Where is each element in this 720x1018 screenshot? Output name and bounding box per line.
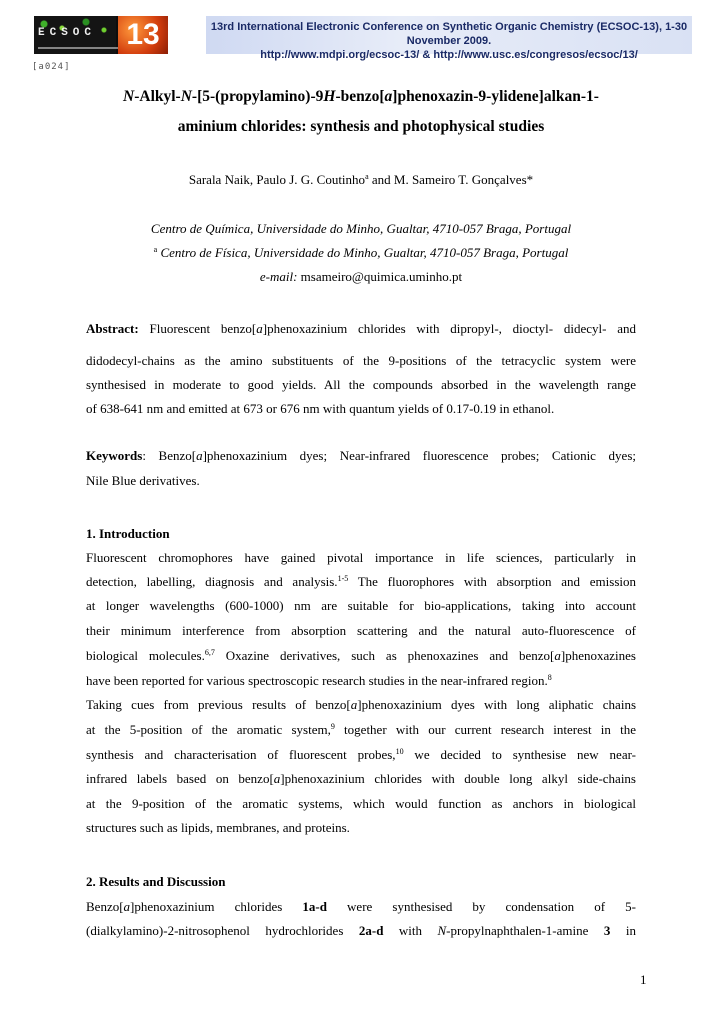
body-line: biological molecules.$^{6,7}$ Oxazine derivatives, such as phenoxazines and benzo[a]phenoxazines: [86, 648, 636, 663]
body-line: at the 5-position of the aromatic system,$^9$ together with our current research interest in the: [86, 722, 636, 737]
abstract-line: synthesised in moderate to good yields. All the compounds absorbed in the wavelength range: [86, 377, 636, 392]
abstract-line: didodecyl-chains as the amino substituents of the 9-positions of the tetracyclic system were: [86, 353, 636, 368]
logo-text: ECSOC: [38, 27, 97, 39]
body-line: synthesis and characterisation of fluorescent probes,$^{10}$ we decided to synthesise new near-: [86, 747, 636, 762]
body-line: detection, labelling, diagnosis and analysis.$^{1-5}$ The fluorophores with absorption and emission: [86, 574, 636, 589]
conference-info: [206, 16, 692, 61]
contact-email: e-mail: msameiro@quimica.uminho.pt: [259, 269, 463, 284]
section-heading: 1. Introduction: [86, 526, 170, 541]
body-line: Taking cues from previous results of benzo[a]phenoxazinium dyes with long aliphatic chains: [86, 697, 637, 712]
author-list: Sarala Naik, Paulo J. G. Coutinho$^a$ and M. Sameiro T. Gonçalves*: [188, 172, 534, 187]
page-number: 1: [640, 972, 647, 987]
abstract-line: Abstract: Fluorescent benzo[a]phenoxazinium chlorides with dipropyl-, dioctyl- didecyl- and: [86, 321, 636, 336]
body-line: infrared labels based on benzo[a]phenoxazinium chlorides with double long alkyl side-chains: [86, 771, 636, 786]
keywords-line: Keywords: Benzo[a]phenoxazinium dyes; Near-infrared fluorescence probes; Cationic dyes;: [86, 448, 636, 463]
logo-underline: [38, 47, 118, 49]
body-line: Fluorescent chromophores have gained pivotal importance in life sciences, particularly in: [86, 550, 636, 565]
body-line: Benzo[a]phenoxazinium chlorides 1a-d were synthesised by condensation of 5-: [86, 899, 636, 914]
abstract-line: of 638-641 nm and emitted at 673 or 676 nm with quantum yields of 0.17-0.19 in ethanol.: [86, 401, 555, 416]
affiliation-2: $^a$ Centro de Física, Universidade do Minho, Gualtar, 4710-057 Braga, Portugal: [153, 245, 569, 260]
body-line: structures such as lipids, membranes, and proteins.: [86, 820, 350, 835]
body-line: have been reported for various spectroscopic research studies in the near-infrared region.$^8$: [86, 673, 552, 688]
ecsoc-logo: [34, 16, 168, 54]
conference-banner: [34, 16, 692, 61]
keywords-line: Nile Blue derivatives.: [86, 473, 200, 488]
body-line: their minimum interference from absorption scattering and the natural auto-fluorescence of: [86, 623, 636, 638]
body-line: (dialkylamino)-2-nitrosophenol hydrochlorides 2a-d with N-propylnaphthalen-1-amine 3 in: [86, 923, 636, 938]
body-line: at longer wavelengths (600-1000) nm are suitable for bio-applications, taking into account: [86, 598, 636, 613]
affiliation-1: Centro de Química, Universidade do Minho, Gualtar, 4710-057 Braga, Portugal: [150, 221, 572, 236]
paper-title-line-2: aminium chlorides: synthesis and photophysical studies: [177, 118, 545, 135]
body-line: at the 9-position of the aromatic systems, which would function as anchors in biological: [86, 796, 636, 811]
paper-title-line-1: N-Alkyl-N-[5-(propylamino)-9H-benzo[a]phenoxazin-9-ylidene]alkan-1-: [123, 88, 599, 105]
conference-urls: http://www.mdpi.org/ecsoc-13/ & http://www.usc.es/congresos/ecsoc/13/: [260, 49, 638, 61]
logo-number: 13: [118, 16, 168, 54]
section-heading: 2. Results and Discussion: [86, 874, 226, 889]
conference-title: 13rd International Electronic Conference on Synthetic Organic Chemistry (ECSOC-13), 1-30 November 2009.: [210, 21, 688, 47]
paper-code: [a024]: [32, 62, 71, 72]
